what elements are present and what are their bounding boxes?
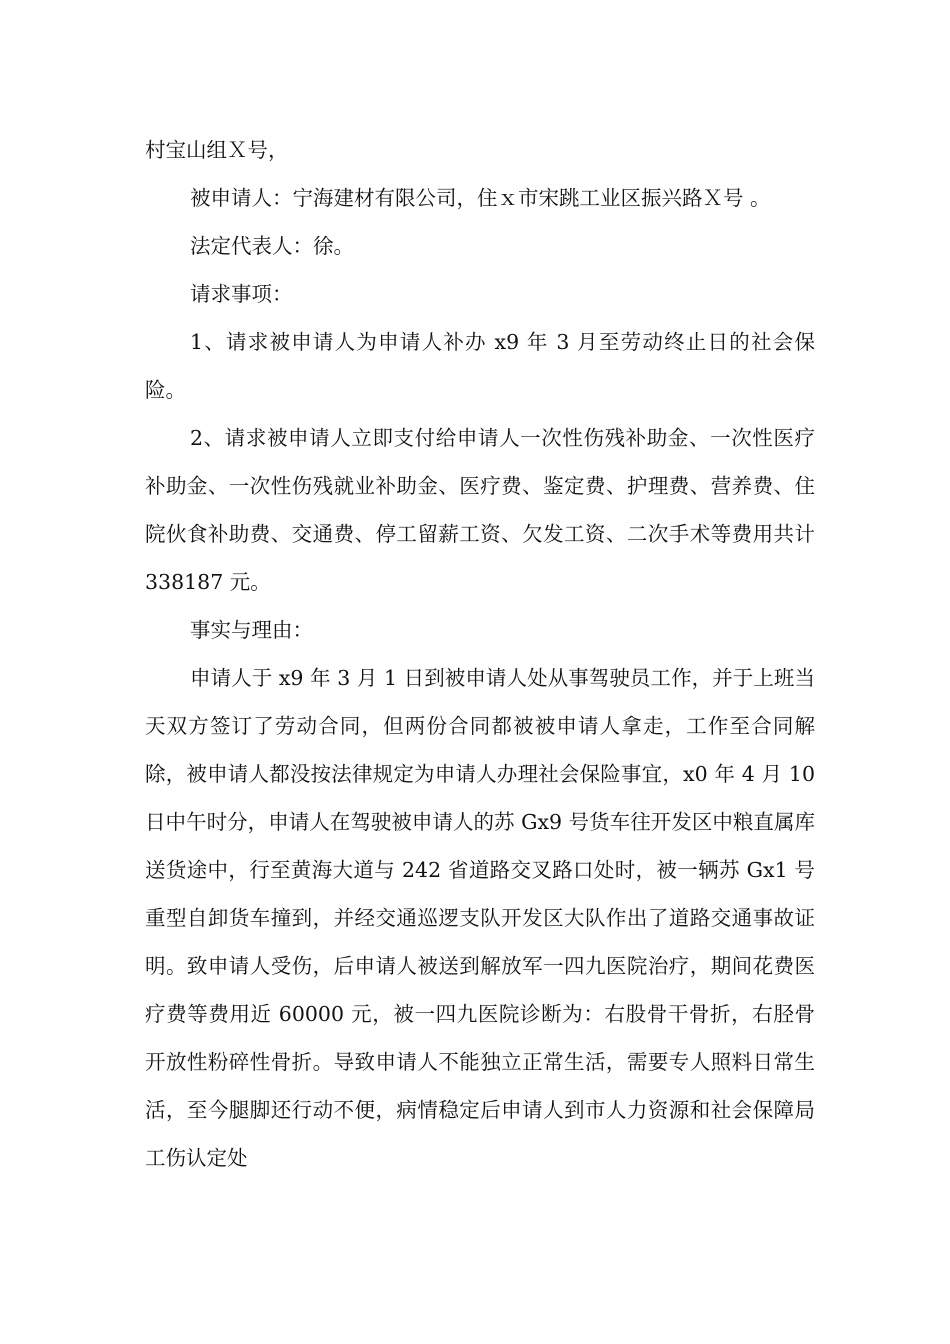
paragraph-claim-1: 1、请求被申请人为申请人补办 x9 年 3 月至劳动终止日的社会保险。 bbox=[145, 330, 815, 402]
heading-claims: 请求事项： bbox=[190, 282, 293, 306]
paragraph-legal-representative: 法定代表人：徐。 bbox=[190, 234, 354, 258]
paragraph-respondent: 被申请人：宁海建材有限公司，住ｘ市宋跳工业区振兴路Ｘ号 。 bbox=[190, 186, 771, 210]
paragraph-facts: 申请人于 x9 年 3 月 1 日到被申请人处从事驾驶员工作，并于上班当天双方签订了劳动合同，但两份合同都被被申请人拿走，工作至合同解除，被申请人都没按法律规定为申请人办理社会保险事宜，x0 年 4 月 10 日中午时分，申请人在驾驶被申请人的苏 Gx9 号货车往开发区中粮直属库送货途中，行至黄海大道与 242 省道路交叉路口处时，被一辆苏 Gx1 号重型自卸货车撞到，并经交通巡逻支队开发区大队作出了道路交通事故证明。致申请人受伤，后申请人被送到解放军一四九医院治疗，期间花费医疗费等费用近 60000 元，被一四九医院诊断为：右股骨干骨折，右胫骨开放性粉碎性骨折。导致申请人不能独立正常生活，需要专人照料日常生活，至今腿脚还行动不便，病情稳定后申请人到市人力资源和社会保障局工伤认定处 bbox=[145, 666, 815, 1170]
heading-facts-and-reasons: 事实与理由： bbox=[190, 618, 313, 642]
paragraph-address-continuation: 村宝山组Ｘ号， bbox=[145, 138, 289, 162]
paragraph-claim-2: 2、请求被申请人立即支付给申请人一次性伤残补助金、一次性医疗补助金、一次性伤残就业补助金、医疗费、鉴定费、护理费、营养费、住院伙食补助费、交通费、停工留薪工资、欠发工资、二次手术等费用共计 338187 元。 bbox=[145, 426, 815, 594]
document-body bbox=[145, 126, 815, 1182]
